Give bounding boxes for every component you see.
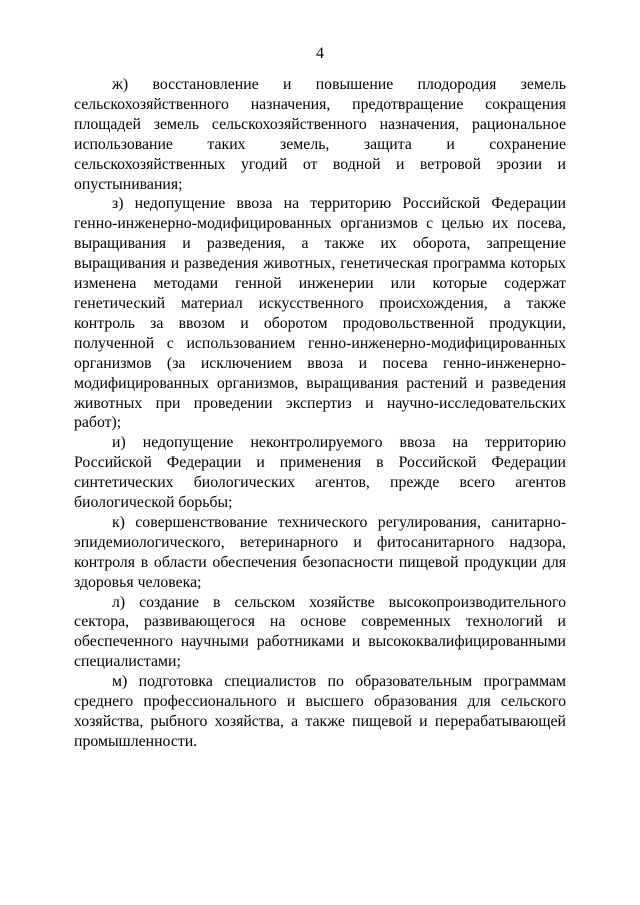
paragraph-z: з) недопущение ввоза на территорию Российской Федерации генно-инженерно-модифицированных организмов с целью их посева, выращивания и разведения, а также их оборота, запрещение выращивания и разведения животных, генетическая программа которых изменена методами генной инженерии или которые содержат генетический материал искусственного происхождения, а также контроль за ввозом и оборотом продовольственной продукции, полученной с использованием генно-инженерно-модифицированных организмов (за исключением ввоза и посева генно-инженерно-модифицированных организмов, выращивания растений и разведения животных при проведении экспертиз и научно-исследовательских работ);: [74, 195, 566, 432]
paragraph-i: и) недопущение неконтролируемого ввоза на территорию Российской Федерации и применения в Российской Федерации синтетических биологических агентов, прежде всего агентов биологической борьбы;: [74, 434, 566, 512]
paragraph-l: л) создание в сельском хозяйстве высокопроизводительного сектора, развивающегося на основе современных технологий и обеспеченного научными работниками и высококвалифицированными специалистами;: [74, 593, 566, 671]
paragraph-m: м) подготовка специалистов по образовательным программам среднего профессионального и высшего образования для сельского хозяйства, рыбного хозяйства, а также пищевой и перерабатывающей промышленности.: [74, 673, 566, 750]
paragraph-k: к) совершенствование технического регулирования, санитарно-эпидемиологического, ветеринарного и фитосанитарного надзора, контроля в области обеспечения безопасности пищевой продукции для здоровья человека;: [74, 513, 566, 591]
page-number: 4: [316, 45, 324, 62]
document-body: [74, 75, 566, 752]
paragraph-zh: ж) восстановление и повышение плодородия земель сельскохозяйственного назначения, предотвращение сокращения площадей земель сельскохозяйственного назначения, рациональное использование таких земель, защита и сохранение сельскохозяйственных угодий от водной и ветровой эрозии и опустынивания;: [74, 76, 566, 193]
